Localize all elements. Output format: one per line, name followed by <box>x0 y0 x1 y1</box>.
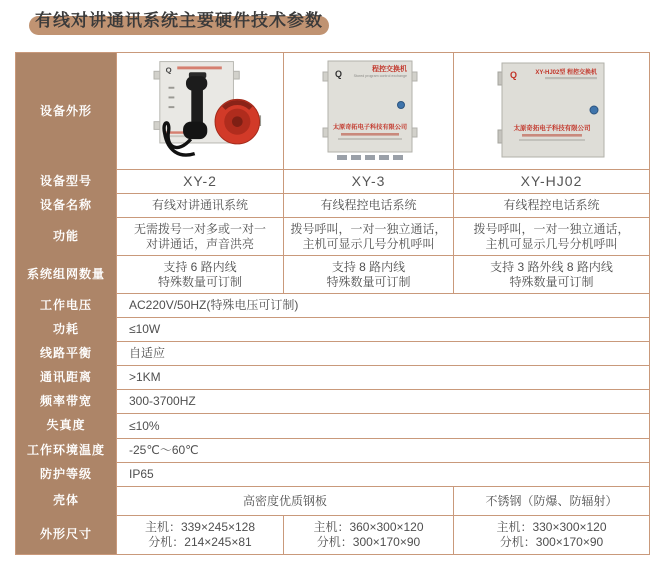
function-line: 拨号呼叫，一对一独立通话， <box>473 221 630 236</box>
dimensions-line: 分机：300×170×90 <box>499 535 604 549</box>
network-xy3 <box>283 255 453 293</box>
row-label-model: 设备型号 <box>16 169 116 193</box>
spec-protection: IP65 <box>116 462 649 486</box>
model-xy3: XY-3 <box>283 169 453 193</box>
product-photo-xy2 <box>116 53 283 169</box>
spec-table <box>15 52 650 555</box>
row-label-function: 功能 <box>16 217 116 255</box>
row-label-network: 系统组网数量 <box>16 255 116 293</box>
dimensions-xyhj02 <box>453 515 649 554</box>
row-label-bandwidth: 频率带宽 <box>16 389 116 413</box>
row-label-temperature: 工作环境温度 <box>16 438 116 462</box>
row-label-line-balance: 线路平衡 <box>16 341 116 365</box>
spec-power: ≤10W <box>116 317 649 341</box>
photo-title-text: XY-HJ02型 程控交换机 <box>534 70 597 76</box>
product-photo-xy3 <box>283 53 453 169</box>
photo-company-text: 太原奇拓电子科技有限公司 <box>513 125 590 132</box>
exchange-box-photo <box>467 58 637 164</box>
call-button <box>590 106 598 114</box>
network-line: 支持 8 路内线 <box>331 259 406 274</box>
dimensions-line: 分机：214×245×81 <box>148 535 252 549</box>
logo-mark: Q <box>165 65 172 75</box>
shell-stainless: 不锈钢（防爆、防辐射） <box>453 486 649 515</box>
function-line: 主机可显示几号分机呼叫 <box>485 236 618 251</box>
page-title <box>35 8 323 34</box>
row-label-dimensions: 外形尺寸 <box>16 515 116 554</box>
function-line: 主机可显示几号分机呼叫 <box>302 236 435 251</box>
row-label-distance: 通讯距离 <box>16 365 116 389</box>
logo-mark: Q <box>509 70 517 80</box>
photo-title-text: 程控交换机 <box>371 66 407 73</box>
network-line: 支持 3 路外线 8 路内线 <box>490 259 613 274</box>
spec-temperature: -25℃～60℃ <box>116 438 649 462</box>
spec-voltage: AC220V/50HZ(特殊电压可订制) <box>116 293 649 317</box>
handset-handle <box>191 86 203 127</box>
shell-steel: 高密度优质钢板 <box>116 486 453 515</box>
dimensions-line: 分机：300×170×90 <box>316 535 421 549</box>
function-xyhj02 <box>453 217 649 255</box>
exchange-box-photo <box>289 58 449 164</box>
photo-subtitle-text: Stored program control exchange <box>353 74 407 78</box>
row-label-power: 功耗 <box>16 317 116 341</box>
network-xy2 <box>116 255 283 293</box>
model-xyhj02: XY-HJ02 <box>453 169 649 193</box>
spec-bandwidth: 300-3700HZ <box>116 389 649 413</box>
dimensions-line: 主机：360×300×120 <box>313 520 424 534</box>
handset-mouthpiece <box>183 122 207 139</box>
dimensions-line: 主机：330×300×120 <box>496 520 607 534</box>
spec-distortion: ≤10% <box>116 413 649 438</box>
spec-distance: >1KM <box>116 365 649 389</box>
function-xy3 <box>283 217 453 255</box>
intercom-handset-photo <box>123 58 278 164</box>
call-button <box>397 102 404 109</box>
function-line: 对讲通话，声音洪亮 <box>145 236 254 251</box>
function-line: 无需拨号一对多或一对一 <box>133 221 266 236</box>
photo-company-text: 太原奇拓电子科技有限公司 <box>332 124 407 131</box>
row-label-shell: 壳体 <box>16 486 116 515</box>
name-xyhj02: 有线程控电话系统 <box>453 193 649 217</box>
function-xy2 <box>116 217 283 255</box>
name-xy3: 有线程控电话系统 <box>283 193 453 217</box>
name-xy2: 有线对讲通讯系统 <box>116 193 283 217</box>
row-label-voltage: 工作电压 <box>16 293 116 317</box>
row-label-protection: 防护等级 <box>16 462 116 486</box>
logo-mark: Q <box>334 69 342 79</box>
dimensions-xy2 <box>116 515 283 554</box>
row-label-appearance: 设备外形 <box>16 53 116 169</box>
dimensions-line: 主机：339×245×128 <box>144 520 256 534</box>
network-line: 特殊数量可订制 <box>157 274 242 289</box>
page-title-text: 有线对讲通讯系统主要硬件技术参数 <box>35 11 323 30</box>
network-line: 特殊数量可订制 <box>326 274 411 289</box>
product-photo-xyhj02 <box>453 53 649 169</box>
function-line: 拨号呼叫，一对一独立通话， <box>290 221 447 236</box>
row-label-distortion: 失真度 <box>16 413 116 438</box>
network-line: 支持 6 路内线 <box>163 259 237 274</box>
network-xyhj02 <box>453 255 649 293</box>
dimensions-xy3 <box>283 515 453 554</box>
model-xy2: XY-2 <box>116 169 283 193</box>
row-label-name: 设备名称 <box>16 193 116 217</box>
spec-line-balance: 自适应 <box>116 341 649 365</box>
network-line: 特殊数量可订制 <box>509 274 594 289</box>
